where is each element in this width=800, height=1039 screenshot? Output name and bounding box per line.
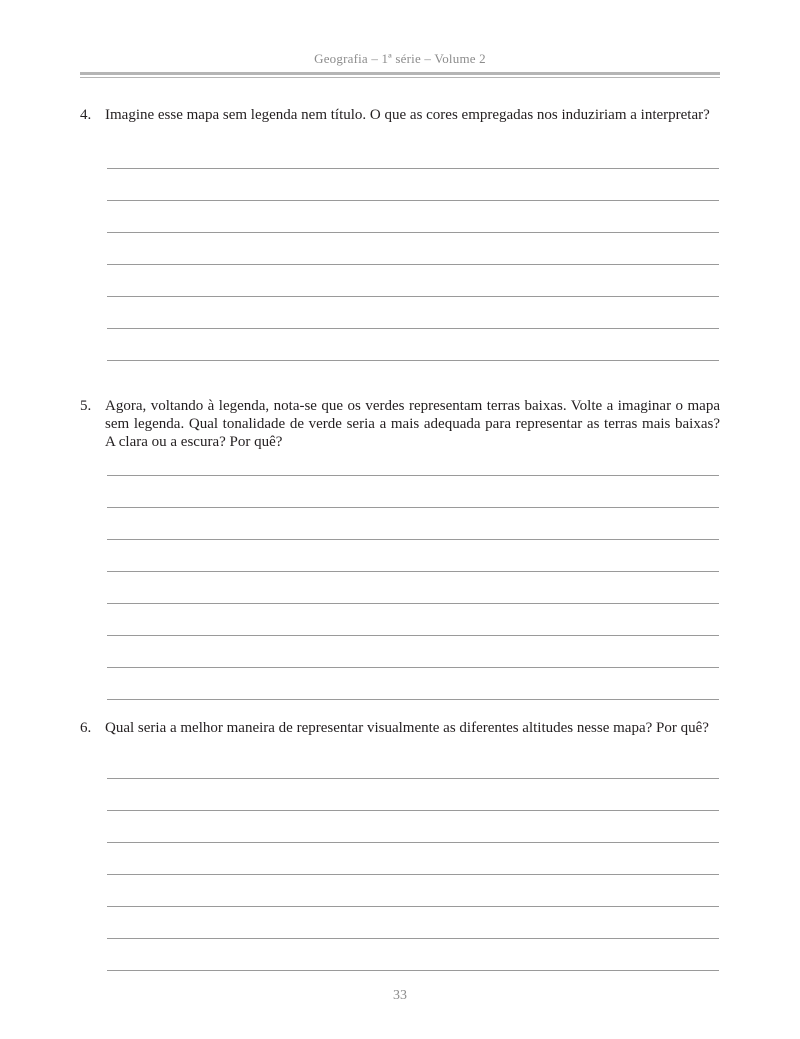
answer-line[interactable] <box>107 296 719 297</box>
answer-line[interactable] <box>107 842 719 843</box>
answer-line[interactable] <box>107 232 719 233</box>
answer-line[interactable] <box>107 906 719 907</box>
answer-line[interactable] <box>107 328 719 329</box>
question-6-text-block <box>80 719 720 737</box>
answer-line[interactable] <box>107 635 719 636</box>
answer-line[interactable] <box>107 970 719 971</box>
answer-line[interactable] <box>107 539 719 540</box>
question-number: 4. <box>80 107 92 123</box>
header-rule <box>80 72 720 77</box>
answer-line[interactable] <box>107 810 719 811</box>
answer-line[interactable] <box>107 603 719 604</box>
question-5-text-block <box>80 397 720 451</box>
answer-line[interactable] <box>107 938 719 939</box>
answer-line[interactable] <box>107 200 719 201</box>
answer-line[interactable] <box>107 360 719 361</box>
question-text: Qual seria a melhor maneira de representar visualmente as diferentes altitudes nesse mapa? Por quê? <box>105 720 709 736</box>
running-header: Geografia – 1ª série – Volume 2 <box>314 51 486 66</box>
answer-line[interactable] <box>107 667 719 668</box>
answer-line[interactable] <box>107 571 719 572</box>
answer-line[interactable] <box>107 507 719 508</box>
answer-line[interactable] <box>107 264 719 265</box>
header-rule-thick <box>80 72 720 75</box>
question-text: Imagine esse mapa sem legenda nem título. O que as cores empregadas nos induziriam a interpretar? <box>105 107 710 123</box>
question-4 <box>80 106 720 124</box>
question-text: Agora, voltando à legenda, nota-se que os verdes representam terras baixas. Volte a imaginar o mapa sem legenda. Qual tonalidade de verde seria a mais adequada para representar as terras mais baixas? A clara ou a escura? Por quê? <box>105 398 720 450</box>
question-5 <box>80 397 720 451</box>
page-number: 33 <box>393 988 407 1003</box>
answer-line[interactable] <box>107 699 719 700</box>
question-4-text-block <box>80 106 720 124</box>
answer-line[interactable] <box>107 475 719 476</box>
answer-line[interactable] <box>107 778 719 779</box>
answer-line[interactable] <box>107 874 719 875</box>
question-6 <box>80 719 720 737</box>
question-number: 6. <box>80 720 92 736</box>
question-number: 5. <box>80 398 92 414</box>
answer-line[interactable] <box>107 168 719 169</box>
header-rule-thin <box>80 77 720 78</box>
